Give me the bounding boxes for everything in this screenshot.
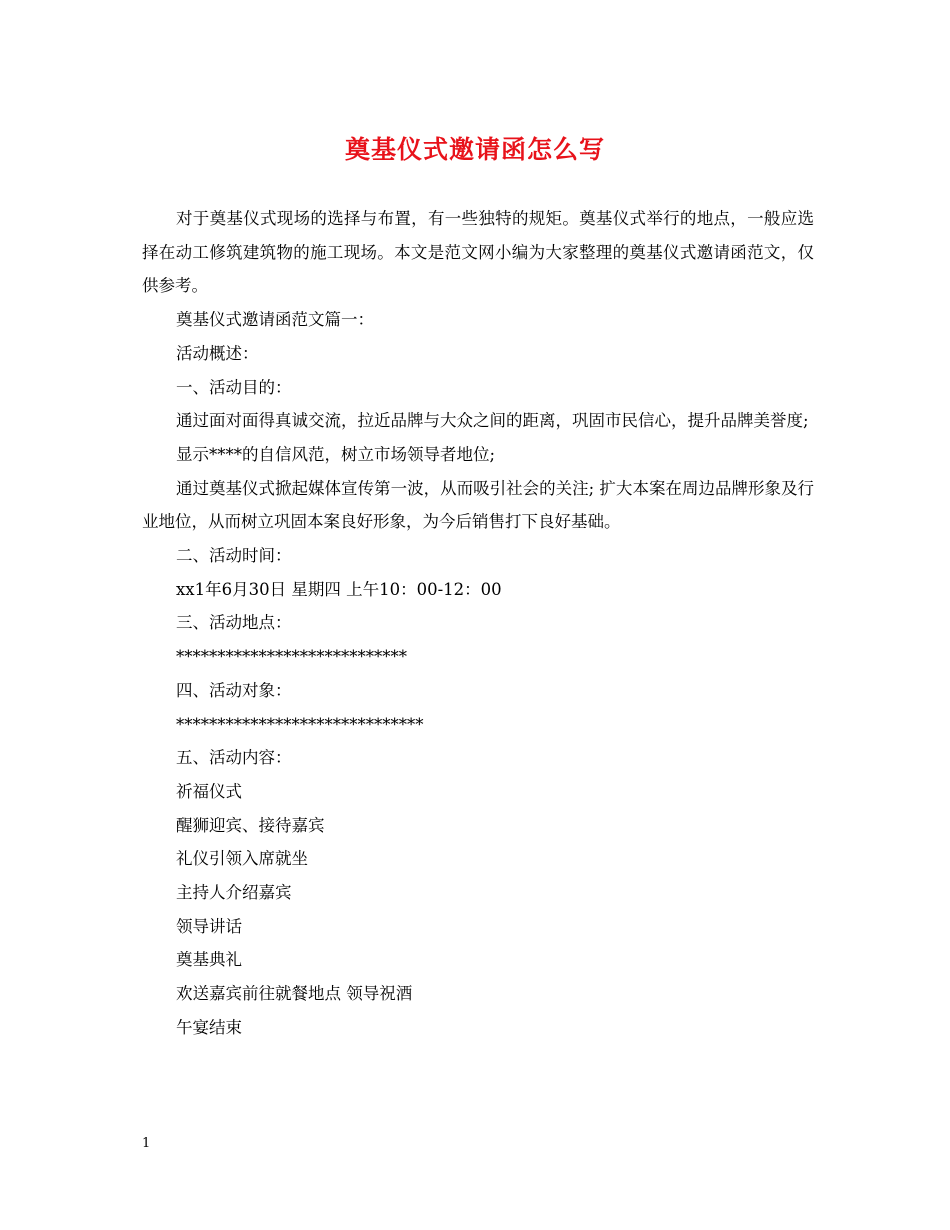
paragraph-content-item: 祈福仪式 [176,781,242,801]
paragraph-location-heading: 三、活动地点： [176,613,292,633]
paragraph-content-item: 礼仪引领入席就坐 [176,849,308,869]
paragraph-overview: 活动概述： [176,343,259,363]
document-title: 奠基仪式邀请函怎么写 [344,135,605,164]
paragraph-purpose-heading: 一、活动目的： [176,377,292,397]
paragraph-content-item: 主持人介绍嘉宾 [176,883,292,903]
paragraph-content-item: 欢送嘉宾前往就餐地点 领导祝酒 [176,984,413,1004]
paragraph-content-item: 午宴结束 [176,1017,242,1037]
paragraph-audience-heading: 四、活动对象： [176,680,292,700]
paragraph-time-heading: 二、活动时间： [176,546,292,566]
page-number: 1 [142,1136,151,1151]
paragraph-purpose-3: 通过奠基仪式掀起媒体宣传第一波，从而吸引社会的关注; 扩大本案在周边品牌形象及行业地位，从而树立巩固本案良好形象，为今后销售打下良好基础。 [142,478,814,532]
paragraph-audience: ****************************** [176,714,424,734]
paragraph-content-item: 领导讲话 [176,916,242,936]
paragraph-location: **************************** [176,647,407,667]
paragraph-content-item: 醒狮迎宾、接待嘉宾 [176,815,325,835]
paragraph-intro: 对于奠基仪式现场的选择与布置，有一些独特的规矩。奠基仪式举行的地点，一般应选择在动工修筑建筑物的施工现场。本文是范文网小编为大家整理的奠基仪式邀请函范文，仅供参考。 [142,209,814,296]
paragraph-content-heading: 五、活动内容： [176,748,292,768]
paragraph-time: xx1年6月30日 星期四 上午10：00-12：00 [176,579,502,599]
paragraph-content-item: 奠基典礼 [176,950,242,970]
paragraph-purpose-1: 通过面对面得真诚交流，拉近品牌与大众之间的距离，巩固市民信心，提升品牌美誉度; [176,411,809,431]
document-body [142,202,814,1045]
paragraph-purpose-2: 显示****的自信风范，树立市场领导者地位; [176,444,496,464]
paragraph-section-heading: 奠基仪式邀请函范文篇一： [176,310,374,330]
